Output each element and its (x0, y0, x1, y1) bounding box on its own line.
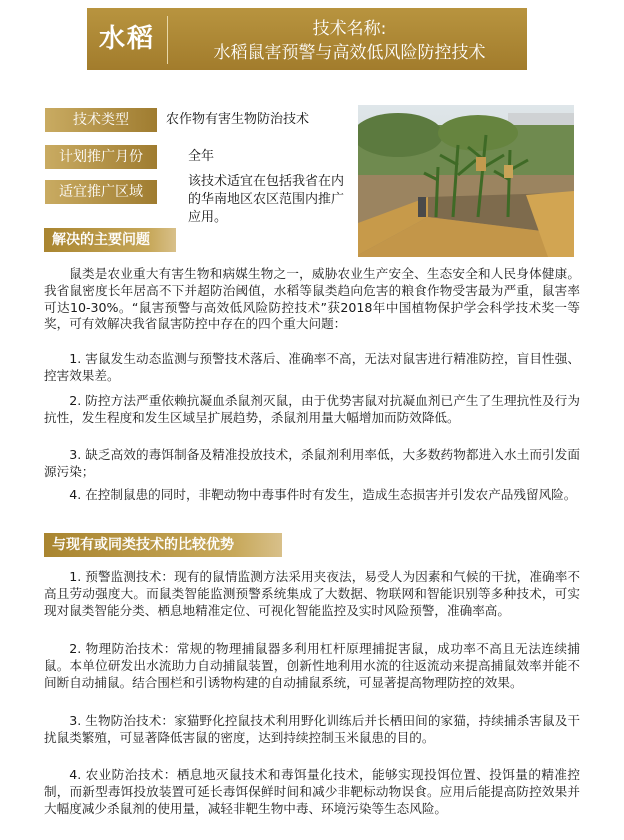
advantage-item: 2. 物理防治技术：常规的物理捕鼠器多利用杠杆原理捕捉害鼠，成功率不高且无法连续捕鼠。本单位研发出水流助力自动捕鼠装置，创新性地利用水流的往返流动来提高捕鼠效率并能不间断自动捕鼠。结合围栏和引诱物构建的自动捕鼠系统，可显著提高物理防控的效果。 (44, 641, 580, 690)
problem-item: 2. 防控方法严重依赖抗凝血杀鼠剂灭鼠，由于优势害鼠对抗凝血剂已产生了生理抗性及行为抗性，发生程度和发生区域呈扩展趋势，杀鼠剂用量大幅增加而防效降低。 (44, 393, 580, 425)
month-value: 全年 (188, 149, 215, 164)
crop-name: 水稻 (99, 24, 156, 54)
advantage-item: 1. 预警监测技术：现有的鼠情监测方法采用夹夜法，易受人为因素和气候的干扰，准确率不高且劳动强度大。而鼠类智能监测预警系统集成了大数据、物联网和智能识别等多种技术，可实现对鼠类智能分类、栖息地精准定位、可视化智能监控及实时风险预警，准确率高。 (44, 569, 580, 618)
region-tag: 适宜推广区域 (45, 180, 157, 204)
advantage-item: 4. 农业防治技术：栖息地灭鼠技术和毒饵量化技术，能够实现投饵位置、投饵量的精准控制，而新型毒饵投放装置可延长毒饵保鲜时间和减少非靶标动物误食。应用后能提高防控效果并大幅度减少杀鼠剂的使用量，减轻非靶生物中毒、环境污染等生态风险。 (44, 767, 580, 816)
tech-type-tag: 技术类型 (45, 108, 157, 132)
tech-name: 水稻鼠害预警与高效低风险防控技术 (213, 43, 486, 63)
problems-section-title: 解决的主要问题 (44, 228, 176, 252)
problem-item: 4. 在控制鼠患的同时，非靶动物中毒事件时有发生，造成生态损害并引发农产品残留风险。 (69, 487, 577, 502)
advantage-item: 3. 生物防治技术：家猫野化控鼠技术利用野化训练后并长栖田间的家猫，持续捕杀害鼠及干扰鼠类繁殖，可显著降低害鼠的密度，达到持续控制玉米鼠患的目的。 (44, 713, 580, 745)
advantages-section-title: 与现有或同类技术的比较优势 (44, 533, 282, 557)
tech-type-value: 农作物有害生物防治技术 (166, 112, 310, 127)
field-photo (358, 105, 574, 257)
title-banner (87, 8, 527, 70)
region-value: 该技术适宜在包括我省在内的华南地区农区范围内推广应用。 (188, 174, 345, 225)
banner-divider (167, 16, 168, 64)
problem-item: 3. 缺乏高效的毒饵制备及精准投放技术，杀鼠剂利用率低，大多数药物都进入水土而引发面源污染； (44, 447, 580, 479)
problem-item: 1. 害鼠发生动态监测与预警技术落后、准确率不高，无法对鼠害进行精准防控，盲目性强、控害效果差。 (44, 351, 580, 383)
problems-intro: 鼠类是农业重大有害生物和病媒生物之一，威胁农业生产安全、生态安全和人民身体健康。我省鼠密度长年居高不下并超防治阈值，水稻等鼠类趋向危害的粮食作物受害最为严重，鼠害率可达10-30%。“鼠害预警与高效低风险防控技术”获2018年中国植物保护学会科学技术奖一等奖，可有效解决我省鼠害防控中存在的四个重大问题： (44, 266, 580, 332)
tech-name-label: 技术名称: (312, 19, 387, 39)
month-tag: 计划推广月份 (45, 145, 157, 169)
